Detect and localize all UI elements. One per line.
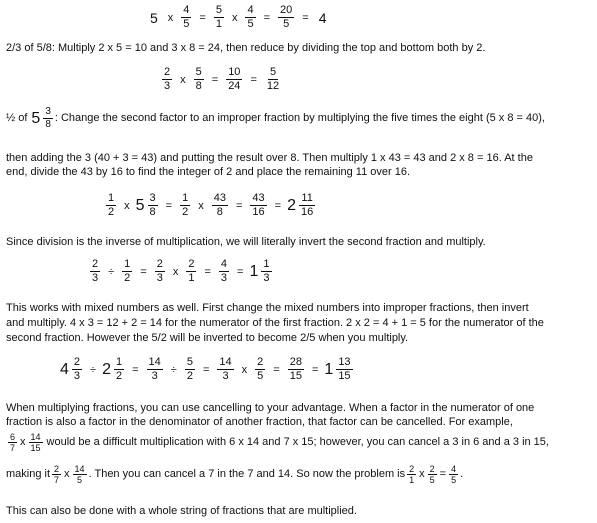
equation-4 xyxy=(88,258,274,285)
eq1-frac-2 xyxy=(214,4,224,31)
paragraph-4-line-2: and multiply. 4 x 3 = 12 + 2 = 14 for the numerator of the first fraction. 2 x 2 = 4 + 1 = 5 for the numerator of the xyxy=(6,317,544,329)
numerator: 5 xyxy=(215,4,222,16)
operator: = xyxy=(250,73,257,86)
denominator: 3 xyxy=(164,80,171,92)
numerator: 1 xyxy=(182,192,189,204)
fraction xyxy=(43,106,53,131)
fraction xyxy=(226,66,242,93)
eq1-frac-3 xyxy=(245,4,255,31)
fraction xyxy=(250,192,266,219)
operator: ÷ xyxy=(170,363,177,376)
operator: = xyxy=(211,73,219,86)
operator: = xyxy=(132,363,139,376)
paragraph-5-line-3 xyxy=(6,432,549,453)
fraction xyxy=(194,66,204,93)
fraction xyxy=(212,192,228,219)
denominator: 16 xyxy=(301,206,314,218)
numerator: 5 xyxy=(186,356,193,368)
fraction xyxy=(217,356,233,383)
operator: x xyxy=(241,363,248,376)
text-segment: making it xyxy=(6,468,51,480)
fraction xyxy=(299,192,315,219)
operator: = xyxy=(237,265,244,278)
denominator: 3 xyxy=(263,272,270,284)
denominator: 15 xyxy=(30,443,41,453)
text-segment: : Change the second factor to an improper fraction by multiplying the five times the eight (5 x 8 = 40), xyxy=(54,112,545,124)
denominator: 3 xyxy=(151,370,158,382)
numerator: 1 xyxy=(115,356,123,368)
whole-number: 5 xyxy=(31,110,41,127)
text-segment: ½ of xyxy=(6,112,28,124)
numerator: 4 xyxy=(183,4,190,16)
numerator: 4 xyxy=(247,4,254,16)
eq1-frac-1 xyxy=(181,4,191,31)
numerator: 1 xyxy=(124,258,131,270)
fraction xyxy=(407,464,416,485)
denominator: 8 xyxy=(45,119,51,130)
numerator: 3 xyxy=(45,106,51,117)
text-segment: would be a difficult multiplication with 6 x 14 and 7 x 15; however, you can cancel a 3 in 6 and a 3 in 15, xyxy=(46,436,549,448)
eq1-frac-4 xyxy=(278,4,294,31)
fraction xyxy=(186,258,196,285)
fraction xyxy=(114,356,124,383)
denominator: 8 xyxy=(195,80,202,92)
text-segment: . Then you can cancel a 7 in the 7 and 14. So now the problem is xyxy=(88,468,406,480)
denominator: 2 xyxy=(108,206,115,218)
numerator: 2 xyxy=(73,356,81,368)
numerator: 1 xyxy=(263,258,270,270)
whole-number: 1 xyxy=(249,262,259,280)
whole-number: 4 xyxy=(60,360,69,378)
fraction xyxy=(90,258,100,285)
denominator: 5 xyxy=(283,18,290,30)
fraction xyxy=(428,464,437,485)
equation-5 xyxy=(60,356,355,383)
eq1-times: x xyxy=(167,11,174,24)
fraction xyxy=(255,356,265,383)
operator: = xyxy=(273,363,280,376)
denominator: 2 xyxy=(182,206,189,218)
numerator: 43 xyxy=(213,192,226,204)
denominator: 5 xyxy=(451,475,457,485)
numerator: 2 xyxy=(188,258,195,270)
denominator: 16 xyxy=(252,206,265,218)
numerator: 14 xyxy=(30,432,41,442)
numerator: 2 xyxy=(92,258,99,270)
eq1-equals: = xyxy=(199,11,206,24)
numerator: 20 xyxy=(280,4,293,16)
denominator: 3 xyxy=(92,272,99,284)
numerator: 14 xyxy=(219,356,232,368)
numerator: 13 xyxy=(338,356,351,368)
numerator: 14 xyxy=(148,356,161,368)
whole-number: 5 xyxy=(135,196,145,214)
numerator: 28 xyxy=(289,356,302,368)
fraction xyxy=(8,432,17,453)
numerator: 2 xyxy=(409,464,415,474)
text-segment: x xyxy=(64,468,70,480)
fraction xyxy=(147,356,163,383)
denominator: 3 xyxy=(220,272,228,284)
equation-3 xyxy=(104,192,317,219)
fraction xyxy=(261,258,271,285)
numerator: 2 xyxy=(164,66,171,78)
equation-2 xyxy=(160,66,283,93)
numerator: 2 xyxy=(156,258,163,270)
denominator: 1 xyxy=(409,475,415,485)
denominator: 5 xyxy=(257,370,264,382)
numerator: 2 xyxy=(429,464,435,474)
operator: ÷ xyxy=(108,265,115,278)
text-segment: x xyxy=(20,436,26,448)
operator: x xyxy=(180,73,186,86)
equation-1 xyxy=(146,4,331,31)
operator: = xyxy=(235,199,243,212)
fraction xyxy=(265,66,281,93)
fraction xyxy=(52,464,61,485)
denominator: 8 xyxy=(216,206,223,218)
fraction xyxy=(155,258,165,285)
numerator: 5 xyxy=(195,66,202,78)
denominator: 5 xyxy=(183,18,190,30)
operator: x xyxy=(172,265,179,278)
denominator: 15 xyxy=(289,370,302,382)
denominator: 3 xyxy=(73,370,81,382)
whole-number: 2 xyxy=(287,196,296,214)
fraction xyxy=(336,356,352,383)
fraction xyxy=(73,464,87,485)
denominator: 5 xyxy=(247,18,254,30)
fraction xyxy=(180,192,190,219)
text-segment: = xyxy=(439,468,447,480)
denominator: 7 xyxy=(10,443,16,453)
numerator: 4 xyxy=(220,258,228,270)
denominator: 1 xyxy=(215,18,222,30)
paragraph-1: 2/3 of 5/8: Multiply 2 x 5 = 10 and 3 x 8 = 24, then reduce by dividing the top and bottom both by 2. xyxy=(6,42,486,54)
denominator: 1 xyxy=(188,272,195,284)
fraction xyxy=(72,356,82,383)
denominator: 3 xyxy=(222,370,229,382)
operator: = xyxy=(204,265,211,278)
operator: = xyxy=(302,11,309,24)
fraction xyxy=(162,66,172,93)
numerator: 10 xyxy=(228,66,241,78)
fraction xyxy=(219,258,229,285)
numerator: 11 xyxy=(301,192,313,204)
paragraph-4-line-1: This works with mixed numbers as well. First change the mixed numbers into improper fractions, then invert xyxy=(6,302,529,314)
whole-number: 1 xyxy=(324,360,334,378)
operator: x xyxy=(124,199,130,212)
paragraph-6: This can also be done with a whole string of fractions that are multiplied. xyxy=(6,505,357,517)
fraction xyxy=(449,464,458,485)
denominator: 7 xyxy=(54,475,60,485)
fraction xyxy=(106,192,116,219)
text-segment: . xyxy=(460,468,464,480)
operator: = xyxy=(311,363,319,376)
operator: x xyxy=(198,199,204,212)
paragraph-2-line-2: then adding the 3 (40 + 3 = 43) and putting the result over 8. Then multiply 1 x 43 = 43 and 2 x 8 = 16. At the xyxy=(6,152,533,164)
paragraph-4-line-3: second fraction. However the 5/2 will be inverted to become 2/5 when you multiply. xyxy=(6,332,409,344)
operator: = xyxy=(165,199,173,212)
numerator: 43 xyxy=(252,192,265,204)
denominator: 5 xyxy=(429,475,435,485)
operator: = xyxy=(274,199,282,212)
eq1-result: 4 xyxy=(318,9,327,26)
denominator: 3 xyxy=(156,272,163,284)
paragraph-5-line-2: fraction is also a factor in the denominator of another fraction, that factor can be cancelled. For example, xyxy=(6,416,513,428)
paragraph-2-line-3: end, divide the 43 by 16 to find the integer of 2 and place the remaining 11 over 16. xyxy=(6,166,411,178)
numerator: 2 xyxy=(257,356,264,368)
fraction xyxy=(148,192,158,219)
denominator: 2 xyxy=(115,370,123,382)
denominator: 2 xyxy=(124,272,131,284)
fraction xyxy=(122,258,132,285)
paragraph-3: Since division is the inverse of multiplication, we will literally invert the second fraction and multiply. xyxy=(6,236,486,248)
denominator: 8 xyxy=(149,206,156,218)
paragraph-5-line-1: When multiplying fractions, you can use cancelling to your advantage. When a factor in the numerator of one xyxy=(6,402,535,414)
operator: x xyxy=(231,11,238,24)
numerator: 1 xyxy=(108,192,115,204)
fraction xyxy=(185,356,195,383)
numerator: 6 xyxy=(10,432,16,442)
paragraph-5-line-4 xyxy=(6,464,463,485)
operator: = xyxy=(140,265,147,278)
whole-number: 2 xyxy=(102,360,111,378)
numerator: 14 xyxy=(74,464,85,474)
operator: ÷ xyxy=(90,363,97,376)
operator: = xyxy=(202,363,210,376)
fraction xyxy=(288,356,304,383)
paragraph-2-line-1 xyxy=(6,106,545,131)
numerator: 4 xyxy=(451,464,457,474)
denominator: 2 xyxy=(186,370,193,382)
text-segment: x xyxy=(419,468,425,480)
numerator: 2 xyxy=(54,464,60,474)
fraction xyxy=(29,432,43,453)
numerator: 3 xyxy=(149,192,156,204)
denominator: 12 xyxy=(266,80,280,92)
denominator: 5 xyxy=(77,475,83,485)
eq1-whole: 5 xyxy=(150,9,158,26)
denominator: 15 xyxy=(338,370,351,382)
numerator: 5 xyxy=(269,66,277,78)
operator: = xyxy=(263,11,271,24)
denominator: 24 xyxy=(228,80,241,92)
